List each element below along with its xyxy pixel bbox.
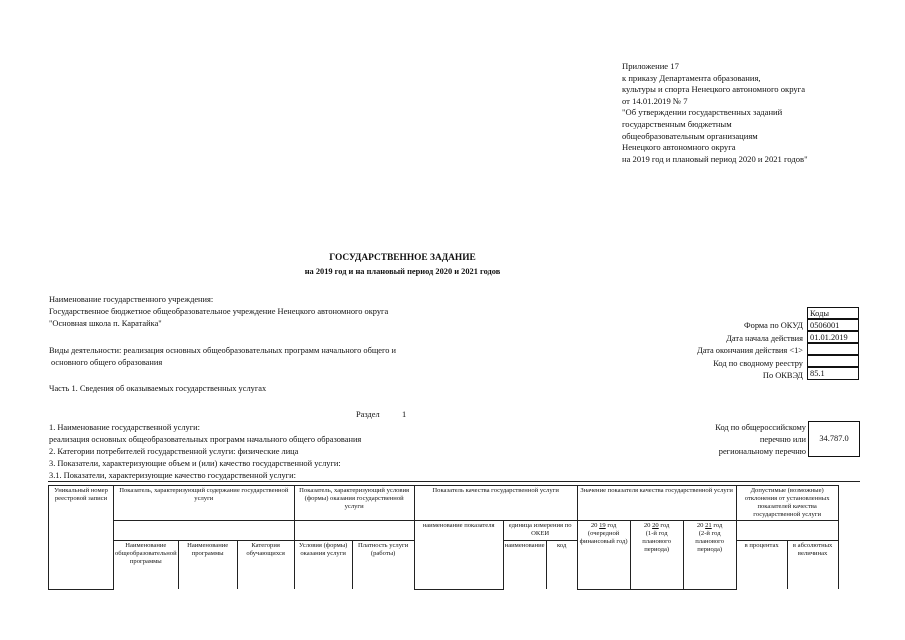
col-year-2: 20 20 год (1-й год планового периода)	[630, 521, 683, 590]
codes-value-end	[807, 343, 859, 355]
registry-label: Код по общероссийскому	[715, 423, 806, 432]
service-name: реализация основных общеобразовательных программ начального общего образования	[49, 435, 362, 444]
section-label: Раздел	[356, 410, 380, 419]
document-title: ГОСУДАРСТВЕННОЕ ЗАДАНИЕ	[329, 253, 476, 263]
activity-line: Виды деятельности: реализация основных общеобразовательных программ начального общего и	[49, 346, 396, 355]
appendix-line: культуры и спорта Ненецкого автономного округа	[622, 84, 806, 95]
quality-indicators-table	[48, 485, 839, 590]
appendix-line: государственным бюджетным	[622, 118, 732, 129]
codes-value-okved: 85.1	[807, 367, 859, 380]
document-subtitle: на 2019 год и на плановый период 2020 и 2021 годов	[304, 267, 501, 276]
col-year-3: 20 21 год (2-й год планового периода)	[683, 521, 736, 590]
col-edu-program-name: Наименование общеобразовательной программы	[114, 541, 179, 590]
codes-label-start: Дата начала действия	[726, 334, 803, 343]
codes-header: Коды	[807, 307, 859, 319]
codes-label-registry: Код по сводному реестру	[713, 359, 803, 368]
registry-label-cont2: региональному перечню	[718, 447, 806, 456]
col-values-group: Значение показателя качества государственной услуги	[577, 486, 736, 521]
institution-name-cont: "Основная школа п. Каратайка"	[49, 319, 162, 328]
registry-code-box: 34.787.0	[808, 421, 860, 457]
col-unit-name: наименование	[503, 541, 546, 590]
year-1-value: 19	[599, 522, 606, 529]
col-service-forms: Условия (формы) оказания услуги	[294, 541, 352, 590]
col-deviation-absolute: в абсолютных величинах	[787, 541, 838, 590]
codes-value-registry	[807, 355, 859, 367]
institution-label: Наименование государственного учреждения:	[49, 295, 214, 304]
appendix-block	[622, 61, 902, 165]
registry-label-cont: перечню или	[759, 435, 806, 444]
codes-label-okved: По ОКВЭД	[762, 371, 803, 380]
year-3-value: 21	[705, 522, 712, 529]
col-program-name: Наименование программы	[178, 541, 237, 590]
codes-label-end: Дата окончания действия <1>	[697, 346, 803, 355]
appendix-line: на 2019 год и плановый период 2020 и 2021 годов"	[622, 153, 808, 164]
institution-name: Государственное бюджетное общеобразовательное учреждение Ненецкого автономного округа	[49, 307, 389, 316]
part-heading: Часть 1. Сведения об оказываемых государственных услугах	[49, 384, 267, 393]
codes-label-okud: Форма по ОКУД	[744, 321, 803, 330]
col-deviation-percent: в процентах	[736, 541, 787, 590]
service-name-label: 1. Наименование государственной услуги:	[49, 423, 200, 432]
col-unique-number: Уникальный номер реестровой записи	[49, 486, 114, 590]
table-top-rule	[48, 481, 860, 482]
col-quality-group: Показатель качества государственной услуги	[414, 486, 577, 521]
appendix-line: Приложение 17	[622, 61, 679, 71]
conditions-spacer	[294, 521, 414, 541]
col-conditions-group: Показатель, характеризующий условия (формы) оказания государственной услуги	[294, 486, 414, 521]
col-indicator-name: наименование показателя	[414, 521, 503, 590]
activity-line-cont: основного общего образования	[51, 358, 163, 367]
indicators-heading: 3. Показатели, характеризующие объем и (или) качество государственной услуги:	[49, 459, 341, 468]
appendix-line: к приказу Департамента образования,	[622, 72, 761, 83]
col-deviation-group: Допустимые (возможные) отклонения от установленных показателей качества государственной услуги	[736, 486, 838, 521]
col-year-1: 20 19 год (очередной финансовый год)	[577, 521, 630, 590]
appendix-line: общеобразовательным организациям	[622, 130, 758, 141]
col-unit: единица измерения по ОКЕИ	[503, 521, 577, 541]
consumer-category: 2. Категории потребителей государственной услуги: физические лица	[49, 447, 299, 456]
quality-heading: 3.1. Показатели, характеризующие качество государственной услуги:	[49, 471, 296, 480]
col-student-category: Категория обучающихся	[237, 541, 294, 590]
col-content-group: Показатель, характеризующий содержание государственной услуги	[114, 486, 295, 521]
appendix-line: от 14.01.2019 № 7	[622, 95, 688, 106]
deviation-spacer	[736, 521, 838, 541]
content-spacer	[114, 521, 295, 541]
codes-value-start: 01.01.2019	[807, 331, 859, 343]
codes-value-okud: 0506001	[807, 319, 859, 331]
appendix-line: "Об утверждении государственных заданий	[622, 107, 783, 118]
year-2-value: 20	[652, 522, 659, 529]
col-unit-code: код	[546, 541, 577, 590]
section-number: 1	[402, 410, 407, 419]
col-payment: Платность услуги (работы)	[352, 541, 414, 590]
appendix-line: Ненецкого автономного округа	[622, 142, 736, 153]
